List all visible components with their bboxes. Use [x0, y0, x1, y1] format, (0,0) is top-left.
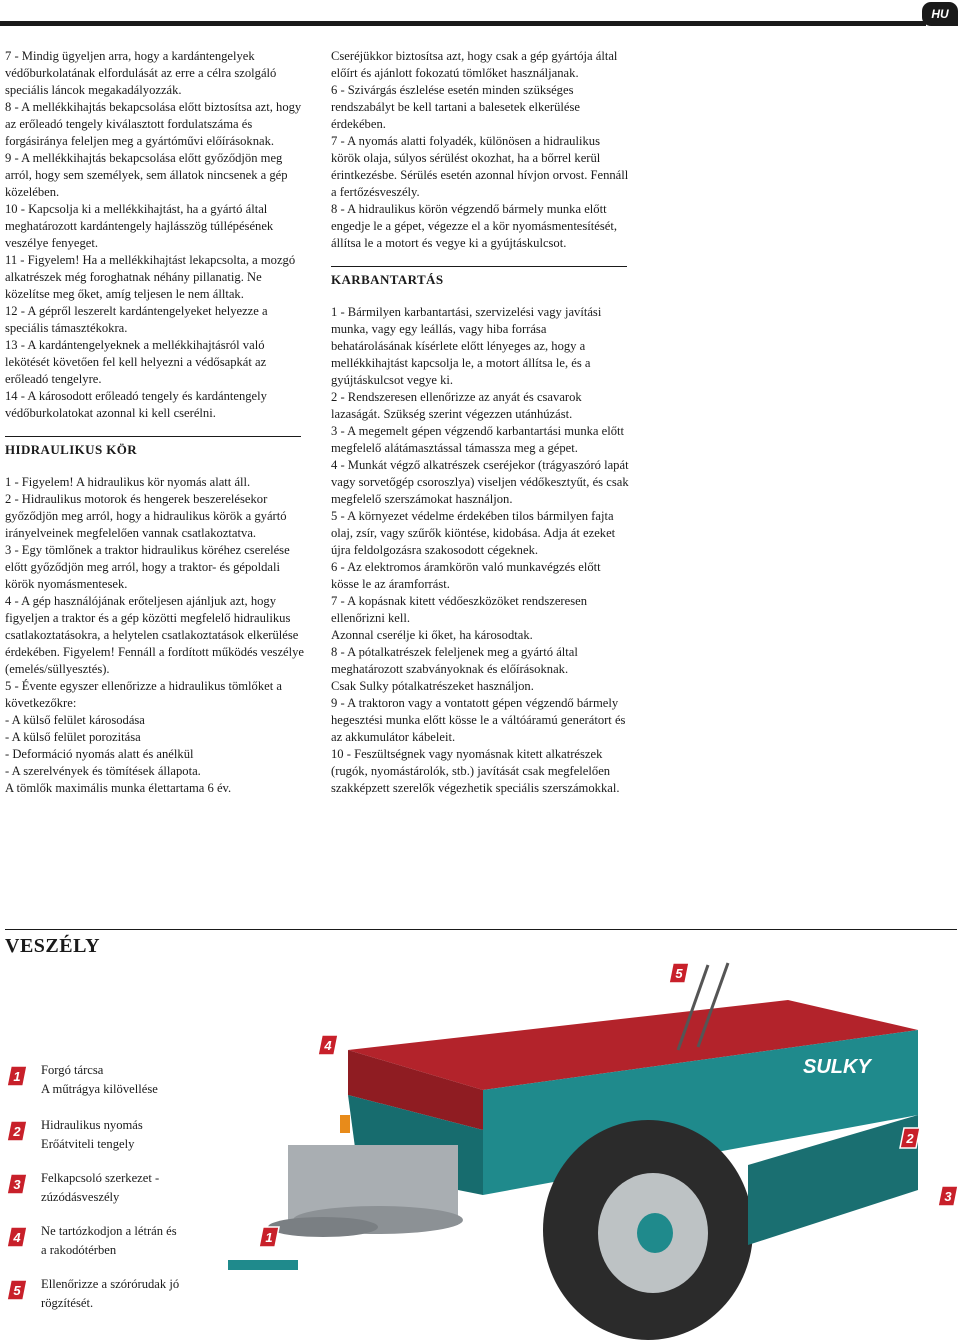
svg-text:5: 5: [13, 1283, 21, 1298]
legend-line: Forgó tárcsa: [41, 1063, 104, 1077]
paragraph: 8 - A mellékkihajtás bekapcsolása előtt biztosítsa azt, hogy az erőleadó tengely kiválasztott fordulatszáma és forgásiránya feleljen meg a gyártóművi előírásoknak.: [5, 100, 302, 148]
paragraph: - Deformáció nyomás alatt és anélkül: [5, 747, 194, 761]
legend-line: Ellenőrizze a szórórudak jó: [41, 1277, 180, 1291]
legend-line: zúzódásveszély: [41, 1190, 120, 1204]
paragraph: 10 - Feszültségnek vagy nyomásnak kitett alkatrészek (rugók, nyomástárolók, stb.) javítását csak megfelelően szakképzett szerelők végezhetik speciális szerszámokkal.: [331, 747, 620, 795]
spreader-illustration: [228, 955, 960, 1340]
paragraph: - A külső felület károsodása: [5, 713, 145, 727]
hydraulics-paragraphs: [5, 474, 305, 797]
paragraph: 2 - Rendszeresen ellenőrizze az anyát és csavarok lazaságát. Szükség szerint végezzen utánhúzást.: [331, 390, 582, 421]
paragraph: Csak Sulky pótalkatrészeket használjon.: [331, 679, 534, 693]
paragraph: 7 - A kopásnak kitett védőeszközöket rendszeresen ellenőrizni kell.: [331, 594, 587, 625]
paragraph: 4 - A gép használójának erőteljesen ajánljuk azt, hogy figyeljen a traktor és a gép közötti megfelelő hidraulikus csatlakoztatásokra, a helytelen csatlakoztatások elkerülése érdekében. Figyelem! Fennáll a fordított működés veszélye (emelés/süllyesztés).: [5, 594, 305, 676]
number-badge-icon: [936, 1185, 960, 1207]
header-rule: [0, 21, 926, 26]
paragraph: 9 - A mellékkihajtás bekapcsolása előtt győződjön meg arról, hogy sem személyek, sem állatok nincsenek a gép közelében.: [5, 151, 288, 199]
left-column: [5, 48, 305, 797]
section-title-maintenance: KARBANTARTÁS: [331, 266, 627, 288]
number-badge-icon: [5, 1279, 25, 1297]
svg-text:1: 1: [13, 1069, 21, 1084]
svg-text:3: 3: [13, 1177, 21, 1192]
number-badge-icon: [667, 962, 691, 984]
paragraph: - A külső felület porozitása: [5, 730, 141, 744]
right-paragraphs: [331, 48, 629, 252]
legend-text: [41, 1169, 241, 1207]
number-badge-icon: [5, 1226, 25, 1244]
number-badge-icon: [5, 1120, 25, 1138]
warning-beacon: [340, 1115, 350, 1133]
paragraph: 5 - A környezet védelme érdekében tilos bármilyen fajta olaj, zsír, vagy szűrők kiöntése, kidobása. Adja át ezeket újra feldolgozásra szakosodott cégeknek.: [331, 509, 616, 557]
paragraph: 8 - A pótalkatrészek feleljenek meg a gyártó által meghatározott szabványoknak és előírásoknak.: [331, 645, 578, 676]
brand-logo: SULKY: [803, 1056, 871, 1078]
number-badge-icon: [5, 1065, 25, 1083]
maintenance-paragraphs: [331, 304, 629, 797]
language-badge: HU: [922, 2, 958, 26]
svg-text:2: 2: [906, 1131, 914, 1146]
paragraph: 7 - Mindig ügyeljen arra, hogy a kardántengelyek védőburkolatának elfordulását az erre a célra szolgáló speciális láncok megakadályozzák.: [5, 49, 277, 97]
legend-line: Ne tartózkodjon a létrán és: [41, 1224, 177, 1238]
paragraph: 14 - A károsodott erőleadó tengely és kardántengely védőburkolatokat azonnal ki kell cserélni.: [5, 389, 267, 420]
paragraph: Azonnal cserélje ki őket, ha károsodtak.: [331, 628, 533, 642]
paragraph: 6 - Az elektromos áramkörön való munkavégzés előtt kösse le az áramforrást.: [331, 560, 601, 591]
paragraph: 11 - Figyelem! Ha a mellékkihajtást lekapcsolta, a mozgó alkatrészek még foroghatnak néhány pillanatig. Ne közelítse meg őket, amíg teljesen le nem álltak.: [5, 253, 296, 301]
paragraph: 3 - Egy tömlőnek a traktor hidraulikus köréhez cserelése előtt győződjön meg arról, hogy a traktor- és gépoldali körök nyomásmentesek.: [5, 543, 290, 591]
number-badge-icon: [898, 1127, 922, 1149]
svg-text:5: 5: [675, 966, 683, 981]
legend-text: [41, 1061, 241, 1099]
drawbar: [228, 1260, 298, 1270]
paragraph: 1 - Bármilyen karbantartási, szervizelési vagy javítási munka, vagy egy leállás, vagy hiba forrása behatárolásának kísérlete előtt lényeges az, hogy a mellékkihajtást kapcsolja le, a motort állítsa le, és a gyújtáskulcsot vegye ki.: [331, 305, 602, 387]
paragraph: 2 - Hidraulikus motorok és hengerek beszerelésekor győződjön meg arról, hogy a hidraulikus körök a gyártó irányelveinek megfelelően vannak csatlakoztatva.: [5, 492, 287, 540]
legend-line: Hidraulikus nyomás: [41, 1118, 143, 1132]
section-title-hydraulics: HIDRAULIKUS KÖR: [5, 436, 301, 458]
number-badge-icon: [316, 1034, 340, 1056]
legend-line: rögzítését.: [41, 1296, 94, 1310]
legend-line: a rakodótérben: [41, 1243, 117, 1257]
paragraph: Cseréjükkor biztosítsa azt, hogy csak a gép gyártója által előírt és ajánlott fokozatú tömlőket használjanak.: [331, 49, 618, 80]
legend-text: [41, 1275, 241, 1313]
spreader-disc-icon: [268, 1217, 378, 1237]
paragraph: - A szerelvények és tömítések állapota.: [5, 764, 201, 778]
paragraph: 13 - A kardántengelyeknek a mellékkihajtásról való lekötését követően fel kell helyezni a védősapkát az erőleadó tengelyre.: [5, 338, 267, 386]
number-badge-icon: [5, 1173, 25, 1191]
number-badge-icon: [257, 1226, 281, 1248]
paragraph: 3 - A megemelt gépen végzendő karbantartási munka előtt megfelelő alátámasztással támassza meg a gépet.: [331, 424, 625, 455]
legend-line: Erőátviteli tengely: [41, 1137, 135, 1151]
right-column: [331, 48, 629, 797]
legend-text: [41, 1222, 241, 1260]
left-paragraphs: [5, 48, 305, 422]
danger-divider: [5, 929, 957, 930]
paragraph: 9 - A traktoron vagy a vontatott gépen végzendő bármely hegesztési munka előtt kösse le a váltóáramú generátort és az akkumulátor kábeleit.: [331, 696, 626, 744]
paragraph: 12 - A gépről leszerelt kardántengelyeket helyezze a speciális támasztékokra.: [5, 304, 268, 335]
svg-text:4: 4: [13, 1230, 21, 1245]
legend-line: A műtrágya kilövellése: [41, 1082, 158, 1096]
danger-title: VESZÉLY: [5, 935, 101, 957]
svg-text:3: 3: [944, 1189, 952, 1204]
legend-text: [41, 1116, 241, 1154]
svg-text:1: 1: [265, 1230, 273, 1245]
legend-line: Felkapcsoló szerkezet -: [41, 1171, 160, 1185]
paragraph: 4 - Munkát végző alkatrészek cseréjekor (trágyaszóró lapát vagy sorvetőgép csoroszlya) viseljen védőkesztyűt, és csak megfelelő szerszámokat használjon.: [331, 458, 629, 506]
paragraph: 5 - Évente egyszer ellenőrizze a hidraulikus tömlőket a következőkre:: [5, 679, 282, 710]
paragraph: A tömlők maximális munka élettartama 6 év.: [5, 781, 232, 795]
paragraph: 10 - Kapcsolja ki a mellékkihajtást, ha a gyártó által meghatározott kardántengely hajlásszög túllépésének veszélye fenyeget.: [5, 202, 274, 250]
wheel-hub: [637, 1213, 673, 1253]
paragraph: 1 - Figyelem! A hidraulikus kör nyomás alatt áll.: [5, 475, 251, 489]
paragraph: 8 - A hidraulikus körön végzendő bármely munka előtt engedje le a gépet, végezze el a kör nyomásmentesítését, állítsa le a motort és vegye ki a gyújtáskulcsot.: [331, 202, 618, 250]
paragraph: 6 - Szivárgás észlelése esetén minden szükséges rendszabályt be kell tartani a balesetek elkerülése érdekében.: [331, 83, 580, 131]
svg-text:2: 2: [13, 1124, 21, 1139]
paragraph: 7 - A nyomás alatti folyadék, különösen a hidraulikus körök olaja, súlyos sérülést okozhat, ha a bőrrel kerül érintkezésbe. Sérülés esetén azonnal hívjon orvost. Fennáll a fertőzésveszély.: [331, 134, 629, 199]
svg-text:4: 4: [324, 1038, 332, 1053]
